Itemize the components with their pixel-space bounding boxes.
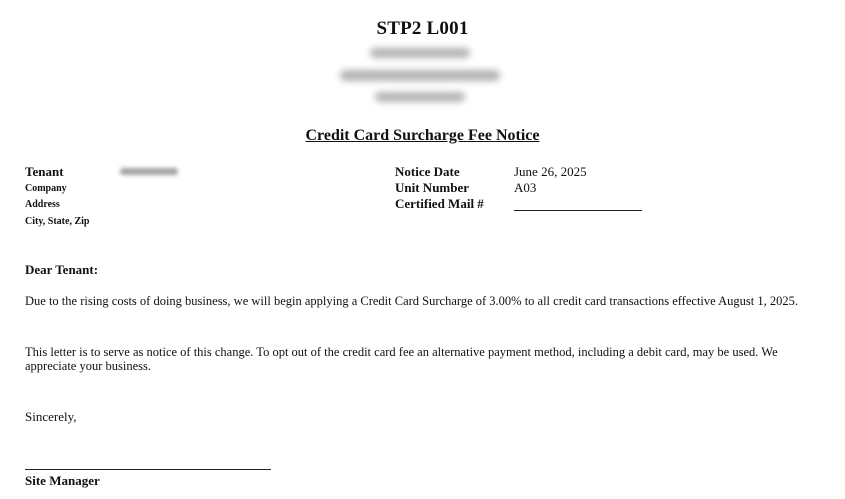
- certified-mail-label: Certified Mail #: [395, 196, 484, 211]
- salutation: Dear Tenant:: [25, 262, 99, 277]
- unit-number-label: Unit Number: [395, 180, 470, 195]
- paragraph-surcharge: Due to the rising costs of doing business, we will begin applying a Credit Card Surcharge of 3.00% to all credit card transactions effective August 1, 2025.: [25, 294, 798, 308]
- signature-line: [25, 469, 271, 470]
- address-label: Address: [25, 199, 60, 210]
- notice-date-label: Notice Date: [395, 164, 460, 179]
- certified-mail-blank-line: [514, 210, 642, 211]
- notice-date-value: June 26, 2025: [514, 164, 587, 179]
- tenant-label: Tenant: [25, 164, 64, 179]
- notice-heading: Credit Card Surcharge Fee Notice: [305, 127, 540, 144]
- company-label: Company: [25, 183, 67, 194]
- property-code-title: STP2 L001: [376, 18, 469, 39]
- closing: Sincerely,: [25, 409, 77, 424]
- redacted-tenant-name: [120, 168, 178, 175]
- paragraph-opt-out: This letter is to serve as notice of this change. To opt out of the credit card fee an alternative payment method, including a debit card, may be used. We appreciate your business.: [25, 345, 778, 373]
- city-state-zip-label: City, State, Zip: [25, 216, 90, 227]
- redacted-address-block: [330, 44, 510, 108]
- unit-number-value: A03: [514, 180, 537, 195]
- site-manager-title: Site Manager: [25, 473, 100, 488]
